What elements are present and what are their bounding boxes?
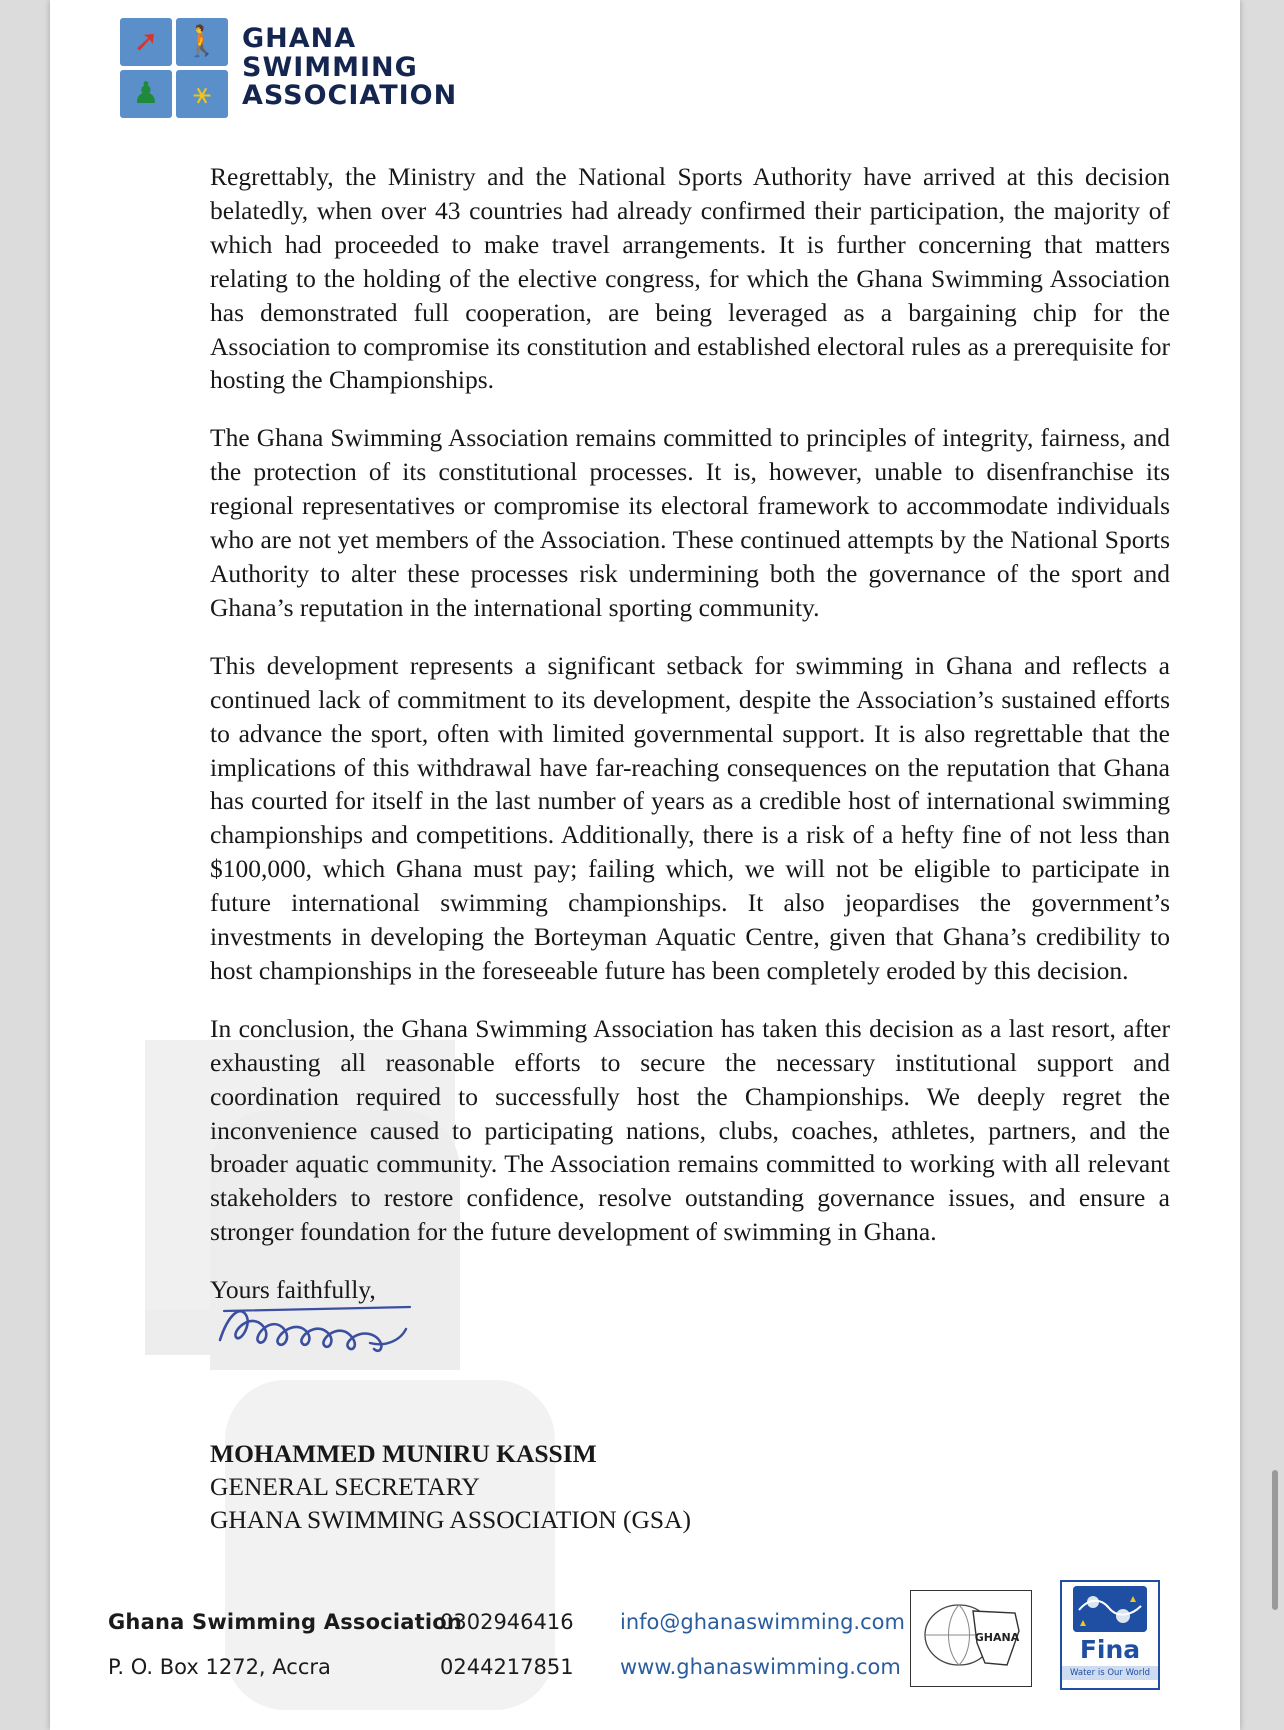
letterhead bbox=[120, 18, 457, 118]
fina-tagline: Water is Our World bbox=[1062, 1666, 1158, 1680]
organisation-wordmark bbox=[242, 25, 457, 111]
svg-text:GHANA: GHANA bbox=[974, 1631, 1020, 1644]
ghana-map-seal-icon bbox=[910, 1590, 1032, 1687]
waterpolo-icon: ♟ bbox=[132, 77, 160, 110]
logo-tile-swimmer bbox=[176, 18, 228, 66]
signatory-name: MOHAMMED MUNIRU KASSIM bbox=[210, 1439, 597, 1469]
document-page bbox=[50, 0, 1240, 1730]
letter-paragraph: Regrettably, the Ministry and the National Sports Authority have arrived at this decision belatedly, when over 43 countries had already confirmed their participation, the majority of which had proceeded to make travel arrangements. It is further concerning that matters relating to the holding of the elective congress, for which the Ghana Swimming Association has demonstrated full cooperation, are being leveraged as a bargaining chip for the Association to compromise its constitution and established electoral rules as a prerequisite for hosting the Championships. bbox=[210, 162, 1170, 395]
fina-logo-icon bbox=[1060, 1580, 1160, 1690]
page-margin-left bbox=[0, 0, 50, 1730]
signature-block bbox=[210, 1437, 1170, 1536]
handwritten-signature-icon bbox=[210, 1285, 470, 1365]
signatory-title: GENERAL SECRETARY bbox=[210, 1472, 480, 1502]
footer-email-link[interactable]: info@ghanaswimming.com bbox=[620, 1610, 905, 1634]
footer-address: P. O. Box 1272, Accra bbox=[108, 1655, 331, 1679]
fina-wordmark: Fina bbox=[1079, 1635, 1141, 1664]
letter-paragraph: In conclusion, the Ghana Swimming Association has taken this decision as a last resort, after exhausting all reasonable efforts to secure the necessary institutional support and coordination required to successfully host the Championships. We deeply regret the inconvenience caused to participating nations, clubs, coaches, athletes, partners, and the broader aquatic community. The Association remains committed to working with all relevant stakeholders to restore confidence, resolve outstanding governance issues, and ensure a stronger foundation for the future development of swimming in Ghana. bbox=[210, 1013, 1170, 1247]
footer-org-name: Ghana Swimming Association bbox=[108, 1610, 463, 1634]
gsa-logo-icon bbox=[120, 18, 228, 118]
footer-phone-secondary: 0244217851 bbox=[440, 1655, 574, 1679]
footer-website-link[interactable]: www.ghanaswimming.com bbox=[620, 1655, 901, 1679]
letter-closing: Yours faithfully, bbox=[210, 1275, 376, 1305]
wordmark-line-3: ASSOCIATION bbox=[242, 80, 458, 112]
logo-tile-waterpolo bbox=[120, 70, 172, 118]
vertical-scrollbar[interactable] bbox=[1272, 1470, 1278, 1610]
diver-icon: ➚ bbox=[133, 25, 159, 58]
wordmark-line-1: GHANA bbox=[242, 23, 357, 55]
letter-paragraph: The Ghana Swimming Association remains committed to principles of integrity, fairness, and the protection of its constitutional processes. It is, however, unable to disenfranchise its regional representatives or compromise its electoral framework to accommodate individuals who are not yet members of the Association. These continued attempts by the National Sports Authority to alter these processes risk undermining both the governance of the sport and Ghana’s reputation in the international sporting community. bbox=[210, 423, 1170, 622]
signatory-organisation: GHANA SWIMMING ASSOCIATION (GSA) bbox=[210, 1505, 691, 1535]
letter-paragraph: This development represents a significant setback for swimming in Ghana and reflects a continued lack of commitment to its development, despite the Association’s sustained efforts to advance the sport, often with limited governmental support. It is also regrettable that the implications of this withdrawal have far-reaching consequences on the reputation that Ghana has courted for itself in the last number of years as a credible host of international swimming championships and competitions. Additionally, there is a risk of a hefty fine of not less than $100,000, which Ghana must pay; failing which, we will not be eligible to participate in future international swimming championships. It also jeopardises the government’s investments in developing the Borteyman Aquatic Centre, given that Ghana’s credibility to host championships in the foreseeable future has been completely eroded by this decision. bbox=[210, 650, 1170, 985]
logo-tile-diver bbox=[120, 18, 172, 66]
synchro-icon: ⚹ bbox=[193, 77, 211, 110]
fina-globe-icon bbox=[1073, 1586, 1147, 1632]
footer-phone-primary: 0302946416 bbox=[440, 1610, 574, 1634]
letter-footer bbox=[50, 1580, 1240, 1730]
wordmark-line-2: SWIMMING bbox=[242, 51, 418, 83]
swimmer-icon: 🚶 bbox=[183, 25, 221, 58]
logo-tile-synchro bbox=[176, 70, 228, 118]
